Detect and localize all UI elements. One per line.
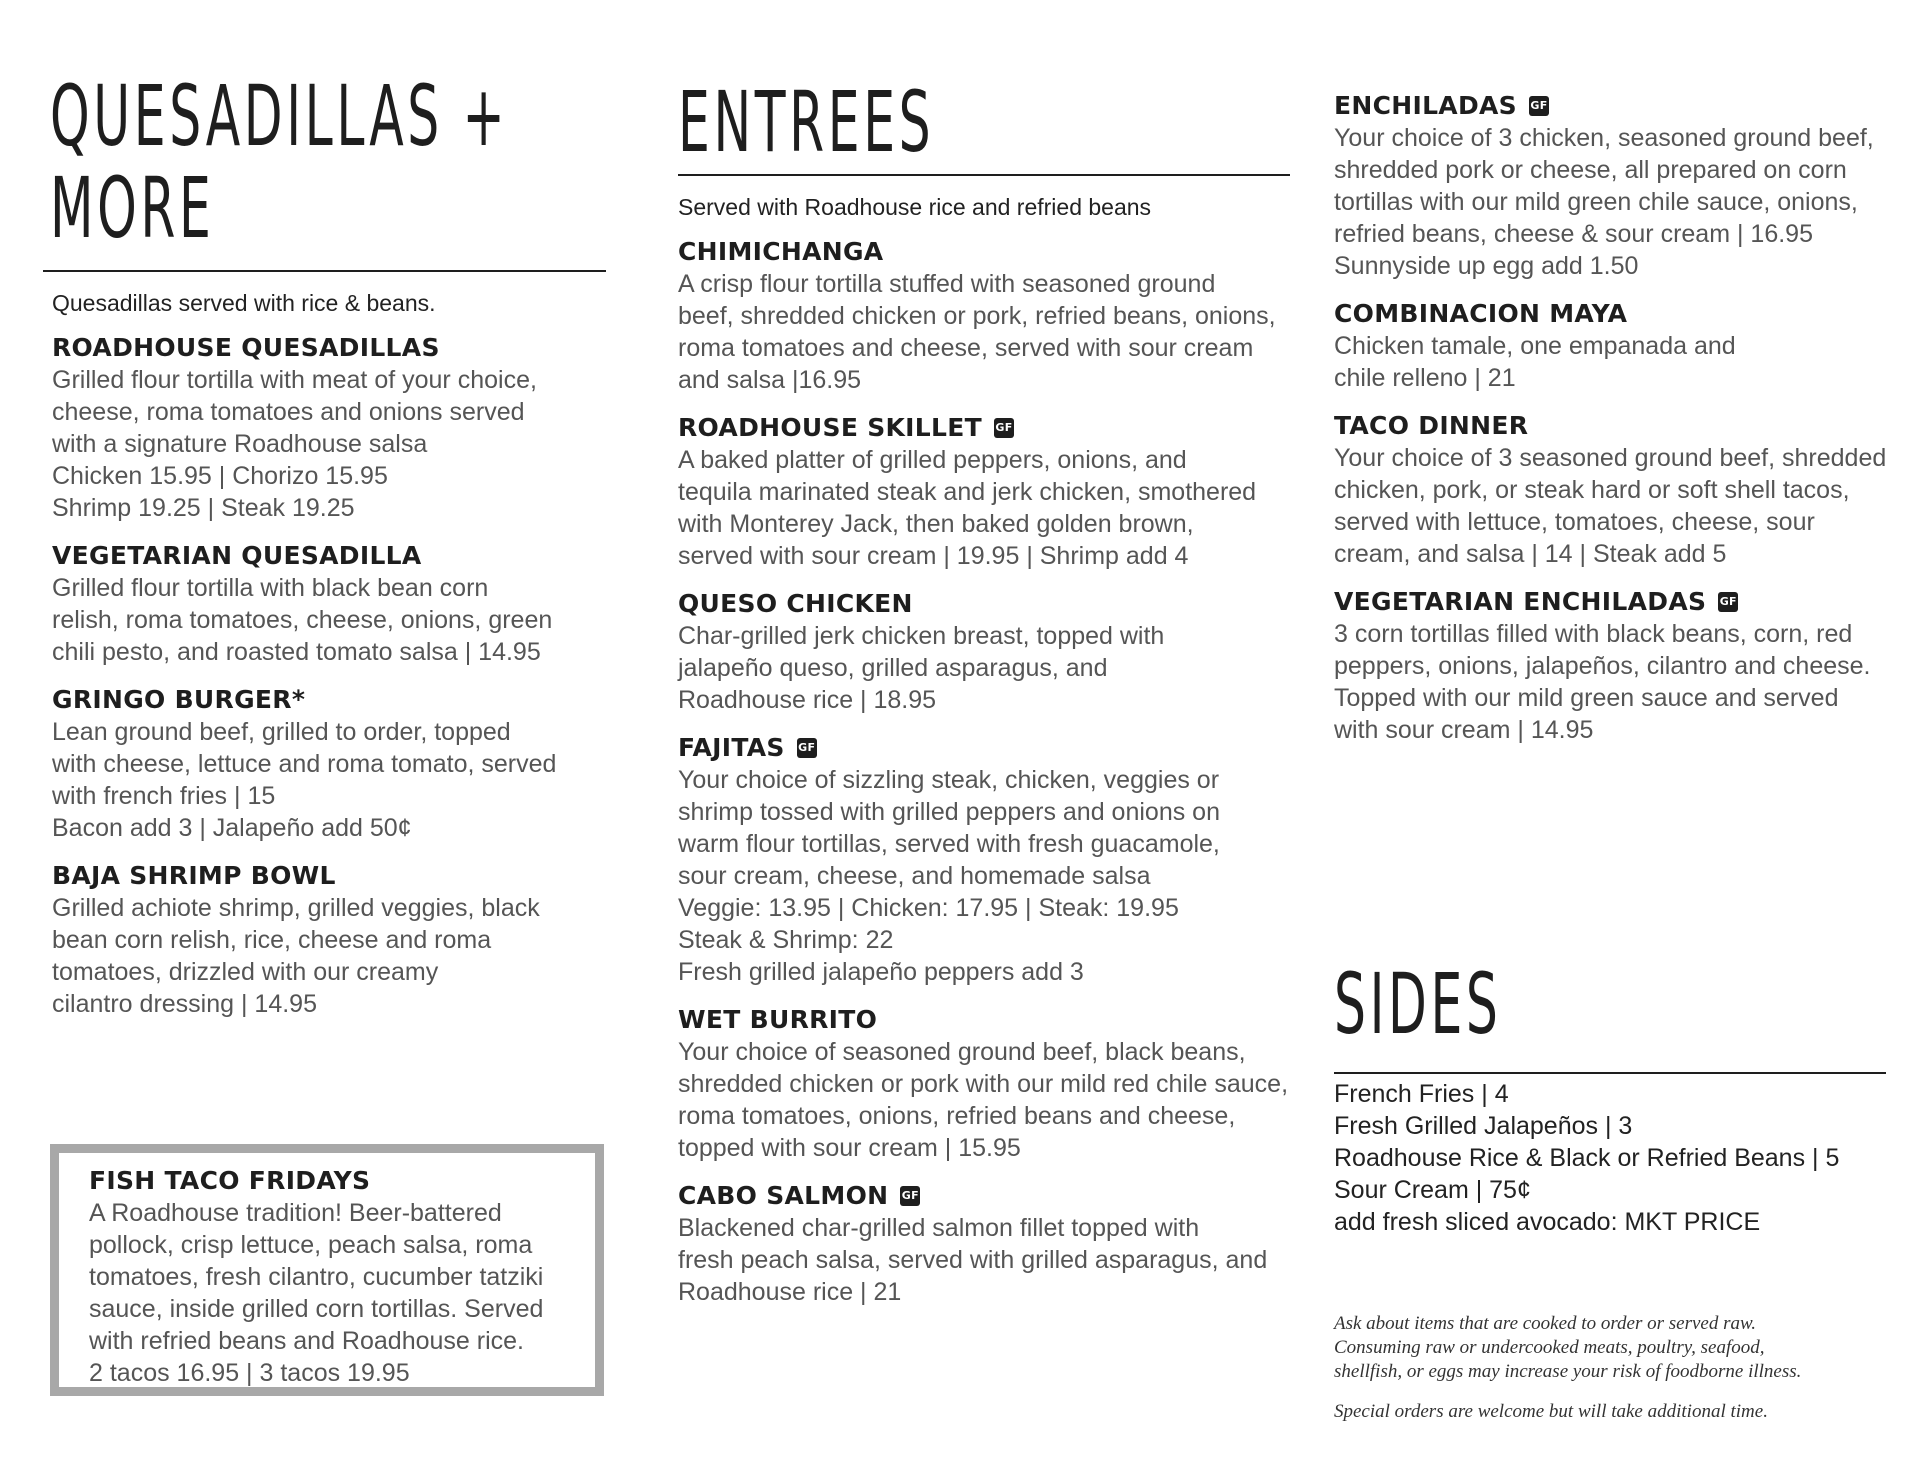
menu-item-description-line: Roadhouse rice | 18.95 [678,686,937,714]
side-item: Sour Cream | 75¢ [1334,1176,1531,1204]
menu-item-title: FAJITAS [678,733,785,762]
menu-item-name [1334,410,1894,442]
menu-item-description-line: topped with sour cream | 15.95 [678,1134,1021,1162]
menu-item-description-line: shredded chicken or pork with our mild red chile sauce, [678,1070,1289,1098]
quesadillas-title-line-2: MORE [50,159,215,257]
menu-item-description-line: served with lettuce, tomatoes, cheese, sour [1334,508,1815,536]
menu-item-description-line: Grilled flour tortilla with black bean corn [52,574,489,602]
menu-item-name [678,412,1298,444]
menu-item-name [678,236,1298,268]
entrees-items [678,236,1298,1324]
menu-item-description-line: fresh peach salsa, served with grilled asparagus, and [678,1246,1268,1274]
menu-item [678,412,1298,572]
menu-item [1334,90,1894,282]
menu-item [678,732,1298,988]
menu-item-description-line: shrimp tossed with grilled peppers and onions on [678,798,1220,826]
menu-item-title: ROADHOUSE QUESADILLAS [52,333,440,362]
menu-item-description-line: bean corn relish, rice, cheese and roma [52,926,492,954]
menu-item [678,236,1298,396]
menu-item-description-line: A crisp flour tortilla stuffed with seasoned ground [678,270,1216,298]
menu-item-description-line: Your choice of 3 seasoned ground beef, shredded [1334,444,1887,472]
menu-item-description-line: Your choice of seasoned ground beef, black beans, [678,1038,1246,1066]
menu-item-name [678,732,1298,764]
menu-item-description-line: Steak & Shrimp: 22 [678,926,894,954]
menu-item-description-line: with french fries | 15 [52,782,276,810]
quesadillas-title-line-1: QUESADILLAS + [50,67,509,165]
menu-item-description-line: Chicken 15.95 | Chorizo 15.95 [52,462,388,490]
side-item: Fresh Grilled Jalapeños | 3 [1334,1112,1633,1140]
menu-item-description-line: A baked platter of grilled peppers, onions, and [678,446,1187,474]
menu-item-name [1334,90,1894,122]
menu-item-description-line: cream, and salsa | 14 | Steak add 5 [1334,540,1727,568]
sides-list [1334,1078,1839,1238]
menu-item-title: TACO DINNER [1334,411,1529,440]
menu-item-description-line: cilantro dressing | 14.95 [52,990,317,1018]
gluten-free-icon: GF [1529,96,1549,116]
menu-item-name [678,1180,1298,1212]
quesadillas-divider [43,270,606,272]
menu-item-description-line: Roadhouse rice | 21 [678,1278,902,1306]
side-item: French Fries | 4 [1334,1080,1509,1108]
raw-notice-line-1: Ask about items that are cooked to order or served raw. [1334,1313,1756,1334]
menu-item-name [678,1004,1298,1036]
menu-item-description-line: Fresh grilled jalapeño peppers add 3 [678,958,1084,986]
menu-item-description-line: chicken, pork, or steak hard or soft shell tacos, [1334,476,1850,504]
menu-item-description-line: cheese, roma tomatoes and onions served [52,398,525,426]
fish-taco-description-line: pollock, crisp lettuce, peach salsa, roma [89,1231,533,1259]
menu-item-description-line: jalapeño queso, grilled asparagus, and [678,654,1108,682]
side-item: Roadhouse Rice & Black or Refried Beans | 5 [1334,1144,1840,1172]
menu-item-title: BAJA SHRIMP BOWL [52,861,336,890]
menu-item-name [52,540,612,572]
menu-item-description-line: Grilled flour tortilla with meat of your choice, [52,366,537,394]
menu-item-description-line: served with sour cream | 19.95 | Shrimp add 4 [678,542,1189,570]
menu-item [52,540,612,668]
menu-item-description-line: with sour cream | 14.95 [1334,716,1594,744]
menu-item-description-line: Lean ground beef, grilled to order, topped [52,718,511,746]
menu-item-description-line: tortillas with our mild green chile sauce, onions, [1334,188,1858,216]
menu-item [678,588,1298,716]
entrees-divider [678,174,1290,176]
menu-item [52,332,612,524]
menu-item-description-line: Your choice of sizzling steak, chicken, veggies or [678,766,1220,794]
menu-item-description-line: warm flour tortillas, served with fresh guacamole, [678,830,1220,858]
menu-item-description-line: sour cream, cheese, and homemade salsa [678,862,1151,890]
fish-taco-description-line: tomatoes, fresh cilantro, cucumber tatziki [89,1263,544,1291]
raw-food-notice [1334,1312,1801,1384]
gluten-free-icon: GF [1718,592,1738,612]
menu-item-description-line: chile relleno | 21 [1334,364,1516,392]
menu-item-name [1334,298,1894,330]
raw-notice-line-2: Consuming raw or undercooked meats, poultry, seafood, [1334,1337,1765,1358]
menu-item-description-line: Grilled achiote shrimp, grilled veggies, black [52,894,540,922]
menu-item-description-line: Char-grilled jerk chicken breast, topped with [678,622,1165,650]
menu-item-description-line: Blackened char-grilled salmon fillet topped with [678,1214,1200,1242]
menu-item-description-line: Veggie: 13.95 | Chicken: 17.95 | Steak: 19.95 [678,894,1179,922]
menu-item-description-line: roma tomatoes, onions, refried beans and cheese, [678,1102,1236,1130]
menu-item-description-line: chili pesto, and roasted tomato salsa | 14.95 [52,638,541,666]
quesadillas-intro: Quesadillas served with rice & beans. [52,290,436,316]
menu-item-description-line: Topped with our mild green sauce and served [1334,684,1839,712]
menu-item-title: QUESO CHICKEN [678,589,913,618]
menu-item-name [52,332,612,364]
menu-item-description-line: Bacon add 3 | Jalapeño add 50¢ [52,814,412,842]
menu-item-description-line: refried beans, cheese & sour cream | 16.95 [1334,220,1813,248]
menu-item-title: ENCHILADAS [1334,91,1517,120]
menu-item [1334,586,1894,746]
fish-taco-description-line: with refried beans and Roadhouse rice. [89,1327,524,1355]
menu-item-description-line: with a signature Roadhouse salsa [52,430,428,458]
menu-item-description-line: roma tomatoes and cheese, served with sour cream [678,334,1254,362]
gluten-free-icon: GF [797,738,817,758]
right-column-items [1334,90,1894,762]
menu-item-description-line: tomatoes, drizzled with our creamy [52,958,439,986]
menu-item-title: WET BURRITO [678,1005,878,1034]
menu-item-description-line: tequila marinated steak and jerk chicken, smothered [678,478,1257,506]
fish-taco-description [89,1197,565,1389]
entrees-title: ENTREES [678,73,935,171]
menu-item-name [52,860,612,892]
menu-item-description-line: beef, shredded chicken or pork, refried beans, onions, [678,302,1276,330]
menu-item-title: GRINGO BURGER* [52,685,306,714]
menu-item-name [52,684,612,716]
menu-item [52,684,612,844]
raw-notice-line-3: shellfish, or eggs may increase your risk of foodborne illness. [1334,1361,1802,1382]
menu-item-description-line: shredded pork or cheese, all prepared on corn [1334,156,1847,184]
menu-item-description-line: Your choice of 3 chicken, seasoned ground beef, [1334,124,1874,152]
menu-item [678,1004,1298,1164]
menu-item-title: CABO SALMON [678,1181,889,1210]
menu-item-description-line: relish, roma tomatoes, cheese, onions, green [52,606,553,634]
fish-taco-name: FISH TACO FRIDAYS [89,1166,371,1195]
menu-item-name [678,588,1298,620]
special-orders-notice: Special orders are welcome but will take additional time. [1334,1401,1768,1422]
menu-item [678,1180,1298,1308]
quesadillas-items [52,332,612,1036]
menu-item-description-line: 3 corn tortillas filled with black beans, corn, red [1334,620,1853,648]
menu-item-description-line: peppers, onions, jalapeños, cilantro and cheese. [1334,652,1871,680]
menu-item-description-line: with cheese, lettuce and roma tomato, served [52,750,557,778]
sides-title: SIDES [1334,955,1502,1053]
menu-item-title: CHIMICHANGA [678,237,884,266]
fish-taco-description-line: sauce, inside grilled corn tortillas. Served [89,1295,544,1323]
sides-divider [1334,1072,1886,1074]
menu-item-description-line: Sunnyside up egg add 1.50 [1334,252,1639,280]
gluten-free-icon: GF [900,1186,920,1206]
menu-item [52,860,612,1020]
fish-taco-box [50,1144,604,1396]
menu-item [1334,298,1894,394]
entrees-intro: Served with Roadhouse rice and refried beans [678,194,1152,220]
menu-item-description-line: with Monterey Jack, then baked golden brown, [678,510,1194,538]
menu-item-title: VEGETARIAN ENCHILADAS [1334,587,1707,616]
menu-item-title: VEGETARIAN QUESADILLA [52,541,422,570]
gluten-free-icon: GF [994,418,1014,438]
menu-item-name [1334,586,1894,618]
menu-item-title: COMBINACION MAYA [1334,299,1628,328]
menu-item-title: ROADHOUSE SKILLET [678,413,982,442]
fish-taco-description-line: A Roadhouse tradition! Beer-battered [89,1199,502,1227]
menu-item [1334,410,1894,570]
fish-taco-description-line: 2 tacos 16.95 | 3 tacos 19.95 [89,1359,410,1387]
menu-item-description-line: Chicken tamale, one empanada and [1334,332,1736,360]
menu-item-description-line: and salsa |16.95 [678,366,862,394]
menu-item-description-line: Shrimp 19.25 | Steak 19.25 [52,494,355,522]
side-item: add fresh sliced avocado: MKT PRICE [1334,1208,1761,1236]
